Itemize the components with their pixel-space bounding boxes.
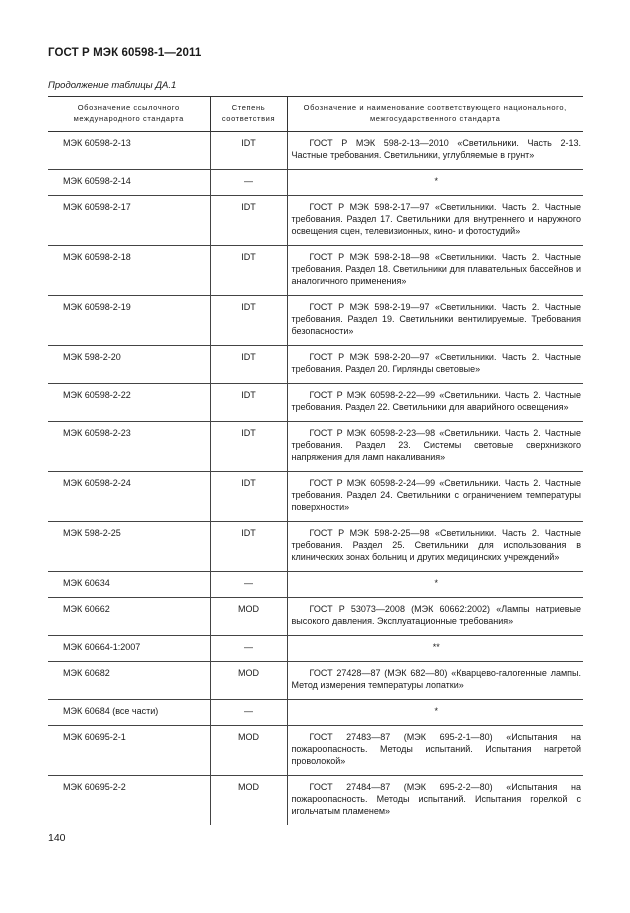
national-standard-cell — [287, 422, 583, 472]
national-standard-cell — [287, 384, 583, 422]
reference-standard-cell: МЭК 60598-2-13 — [48, 132, 210, 170]
national-standard-text: ГОСТ Р МЭК 60598-2-24—99 «Светильники. Часть 2. Частные требования. Раздел 24. Светильники с ограничением температуры поверхности» — [291, 478, 581, 512]
table-row — [48, 170, 583, 196]
reference-standard-cell: МЭК 60684 (все части) — [48, 700, 210, 726]
reference-standard-cell: МЭК 60598-2-17 — [48, 196, 210, 246]
conformity-degree-cell: IDT — [210, 472, 287, 522]
conformity-degree-cell: MOD — [210, 726, 287, 776]
national-standard-text: ГОСТ Р МЭК 598-2-25—98 «Светильники. Часть 2. Частные требования. Раздел 25. Светильники для использования в клинических зонах больниц и других медицинских учреждений» — [291, 528, 581, 562]
reference-standard-cell: МЭК 60598-2-19 — [48, 296, 210, 346]
national-standard-text: ГОСТ Р МЭК 598-2-19—97 «Светильники. Часть 2. Частные требования. Раздел 19. Светильники вентилируемые. Требования безопасности» — [291, 302, 581, 336]
column-header-reference: Обозначение ссылочного международного стандарта — [48, 97, 210, 132]
table-row — [48, 662, 583, 700]
national-standard-cell: * — [287, 572, 583, 598]
table-row — [48, 346, 583, 384]
table-row — [48, 196, 583, 246]
table-row — [48, 522, 583, 572]
table-row — [48, 636, 583, 662]
reference-standard-cell: МЭК 60662 — [48, 598, 210, 636]
conformity-degree-cell: — — [210, 700, 287, 726]
table-row — [48, 472, 583, 522]
national-standard-text: ГОСТ Р МЭК 60598-2-22—99 «Светильники. Часть 2. Частные требования. Раздел 22. Светильники для аварийного освещения» — [291, 390, 581, 412]
reference-standard-cell: МЭК 598-2-25 — [48, 522, 210, 572]
reference-standard-cell: МЭК 60598-2-18 — [48, 246, 210, 296]
national-standard-cell: * — [287, 170, 583, 196]
national-standard-text: ГОСТ Р МЭК 598-2-18—98 «Светильники. Часть 2. Частные требования. Раздел 18. Светильники для плавательных бассейнов и аналогичного применения» — [291, 252, 581, 286]
conformity-degree-cell: IDT — [210, 246, 287, 296]
national-standard-cell — [287, 296, 583, 346]
national-standard-text: ГОСТ 27484—87 (МЭК 695-2-2—80) «Испытания на пожароопасность. Методы испытаний. Испытания горелкой с игольчатым пламенем» — [291, 782, 581, 816]
table-row — [48, 132, 583, 170]
column-header-national-standard: Обозначение и наименование соответствующего национального, межгосударственного стандарта — [287, 97, 583, 132]
reference-standard-cell: МЭК 60634 — [48, 572, 210, 598]
reference-standard-cell: МЭК 60598-2-24 — [48, 472, 210, 522]
table-row — [48, 776, 583, 826]
national-standard-cell: ** — [287, 636, 583, 662]
table-row — [48, 572, 583, 598]
national-standard-cell — [287, 196, 583, 246]
national-standard-cell — [287, 472, 583, 522]
national-standard-cell — [287, 776, 583, 826]
reference-standard-cell: МЭК 60695-2-1 — [48, 726, 210, 776]
reference-standard-cell: МЭК 60682 — [48, 662, 210, 700]
national-standard-text: ГОСТ Р МЭК 598-2-20—97 «Светильники. Часть 2. Частные требования. Раздел 20. Гирлянды световые» — [291, 352, 581, 374]
national-standard-text: ГОСТ 27428—87 (МЭК 682—80) «Кварцево-галогенные лампы. Метод измерения температуры лопатки» — [291, 668, 581, 690]
table-header-row — [48, 97, 583, 132]
conformity-degree-cell: IDT — [210, 422, 287, 472]
reference-standard-cell: МЭК 60598-2-14 — [48, 170, 210, 196]
table-caption: Продолжение таблицы ДА.1 — [48, 80, 177, 91]
national-standard-text: ГОСТ Р МЭК 598-2-13—2010 «Светильники. Часть 2-13. Частные требования. Светильники, углубляемые в грунт» — [291, 138, 581, 160]
national-standard-cell: * — [287, 700, 583, 726]
table-row — [48, 598, 583, 636]
national-standard-text: ГОСТ Р 53073—2008 (МЭК 60662:2002) «Лампы натриевые высокого давления. Эксплуатационные требования» — [291, 604, 581, 626]
document-header: ГОСТ Р МЭК 60598-1—2011 — [48, 47, 202, 59]
national-standard-text: ГОСТ Р МЭК 60598-2-23—98 «Светильники. Часть 2. Частные требования. Раздел 23. Системы световые сверхнизкого напряжения для ламп накаливания» — [291, 428, 581, 462]
conformity-degree-cell: IDT — [210, 346, 287, 384]
conformity-degree-cell: IDT — [210, 196, 287, 246]
national-standard-cell — [287, 726, 583, 776]
national-standard-cell — [287, 132, 583, 170]
reference-standard-cell: МЭК 60598-2-23 — [48, 422, 210, 472]
conformity-degree-cell: — — [210, 636, 287, 662]
national-standard-text: ГОСТ Р МЭК 598-2-17—97 «Светильники. Часть 2. Частные требования. Раздел 17. Светильники для внутреннего и наружного освещения сцен, телевизионных, кино- и фотостудий» — [291, 202, 581, 236]
national-standard-cell — [287, 662, 583, 700]
table-row — [48, 246, 583, 296]
reference-standard-cell: МЭК 598-2-20 — [48, 346, 210, 384]
conformity-degree-cell: MOD — [210, 662, 287, 700]
conformity-degree-cell: IDT — [210, 132, 287, 170]
table-row — [48, 700, 583, 726]
table-row — [48, 384, 583, 422]
table-row — [48, 422, 583, 472]
conformity-degree-cell: IDT — [210, 296, 287, 346]
conformity-degree-cell: — — [210, 170, 287, 196]
reference-standard-cell: МЭК 60664-1:2007 — [48, 636, 210, 662]
conformity-degree-cell: — — [210, 572, 287, 598]
conformity-degree-cell: IDT — [210, 522, 287, 572]
conformity-degree-cell: MOD — [210, 776, 287, 826]
table-row — [48, 296, 583, 346]
national-standard-cell — [287, 346, 583, 384]
national-standard-cell — [287, 522, 583, 572]
conformity-degree-cell: MOD — [210, 598, 287, 636]
reference-standard-cell: МЭК 60695-2-2 — [63, 782, 126, 792]
national-standard-text: ГОСТ 27483—87 (МЭК 695-2-1—80) «Испытания на пожароопасность. Методы испытаний. Испытания нагретой проволокой» — [291, 732, 581, 766]
table-row — [48, 726, 583, 776]
standards-table — [48, 96, 583, 825]
conformity-degree-cell: IDT — [210, 384, 287, 422]
national-standard-cell — [287, 598, 583, 636]
national-standard-cell — [287, 246, 583, 296]
page-number: 140 — [48, 832, 66, 844]
reference-standard-cell: МЭК 60598-2-22 — [48, 384, 210, 422]
column-header-degree: Степень соответствия — [210, 97, 287, 132]
